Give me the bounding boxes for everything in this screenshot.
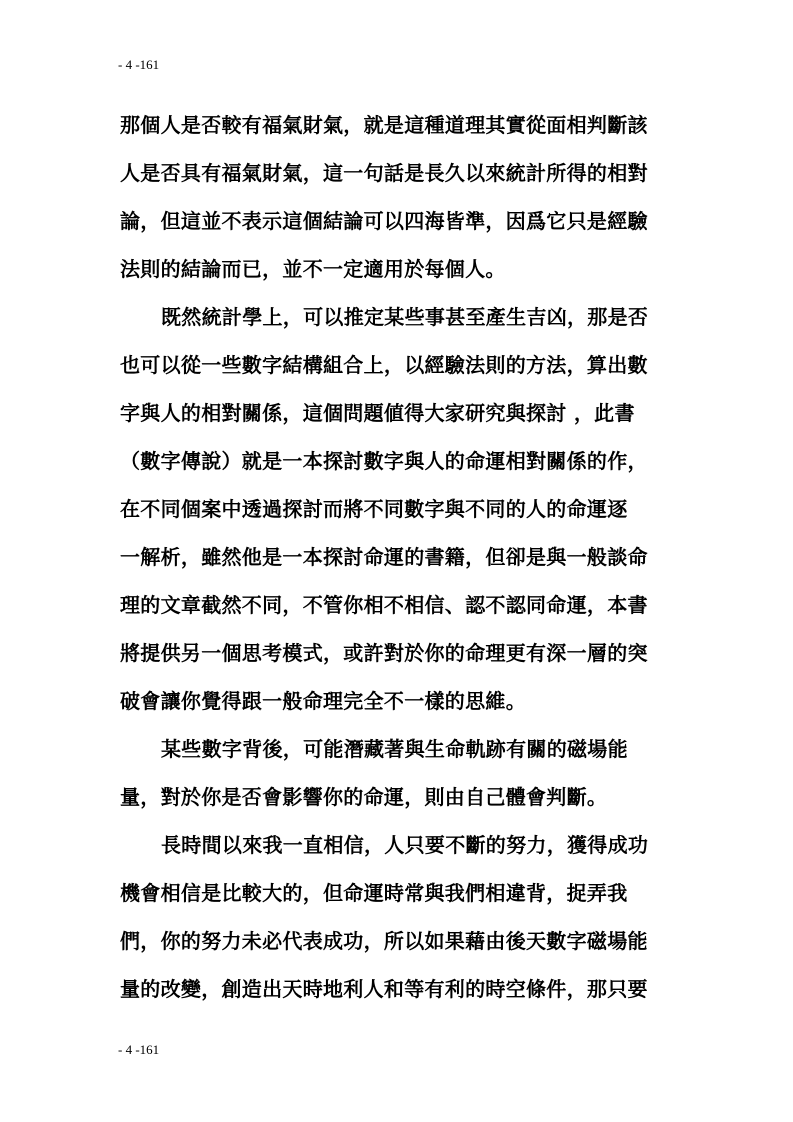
text-line: 長時間以來我一直相信，人只要不斷的努力，獲得成功 — [161, 833, 649, 857]
text-line: 理的文章截然不同，不管你相不相信、認不認同命運，本書 — [120, 593, 648, 617]
text-line: 那個人是否較有福氣財氣，就是這種道理其實從面相判斷該 — [120, 113, 648, 137]
paragraph-1 — [120, 101, 680, 293]
text-line: 們，你的努力未必代表成功，所以如果藉由後天數字磁場能 — [120, 929, 648, 953]
text-line: 論，但這並不表示這個結論可以四海皆準，因爲它只是經驗 — [120, 209, 648, 233]
text-line: 既然統計學上，可以推定某些事甚至產生吉凶，那是否 — [161, 305, 649, 329]
text-line: 某些數字背後，可能潛藏著與生命軌跡有關的磁場能 — [161, 737, 628, 761]
document-body — [120, 101, 680, 1013]
text-line: 將提供另一個思考模式，或許對於你的命理更有深一層的突 — [120, 641, 648, 665]
text-line: 也可以從一些數字結構組合上，以經驗法則的方法，算出數 — [120, 353, 648, 377]
text-line: 量的改變，創造出天時地利人和等有利的時空條件，那只要 — [120, 977, 648, 1001]
paragraph-4 — [120, 821, 680, 1013]
text-line: 法則的結論而已，並不一定適用於每個人。 — [120, 257, 506, 281]
paragraph-3 — [120, 725, 680, 821]
text-line: 人是否具有福氣財氣，這一句話是長久以來統計所得的相對 — [120, 161, 648, 185]
text-line: （數字傳說）就是一本探討數字與人的命運相對關係的作， — [120, 449, 648, 473]
text-line: 一解析，雖然他是一本探討命運的書籍，但卻是與一般談命 — [120, 545, 648, 569]
text-line: 在不同個案中透過探討而將不同數字與不同的人的命運逐 — [120, 497, 628, 521]
text-line: 字與人的相對關係，這個問題値得大家研究與探討 ，此書 — [120, 401, 635, 425]
footer-page-number: - 4 -161 — [118, 1042, 160, 1057]
text-line: 機會相信是比較大的，但命運時常與我們相違背，捉弄我 — [120, 881, 628, 905]
header-page-number: - 4 -161 — [118, 57, 160, 72]
text-line: 破會讓你覺得跟一般命理完全不一樣的思維。 — [120, 689, 526, 713]
text-line: 量，對於你是否會影響你的命運，則由自己體會判斷。 — [120, 785, 608, 809]
paragraph-2 — [120, 293, 680, 725]
